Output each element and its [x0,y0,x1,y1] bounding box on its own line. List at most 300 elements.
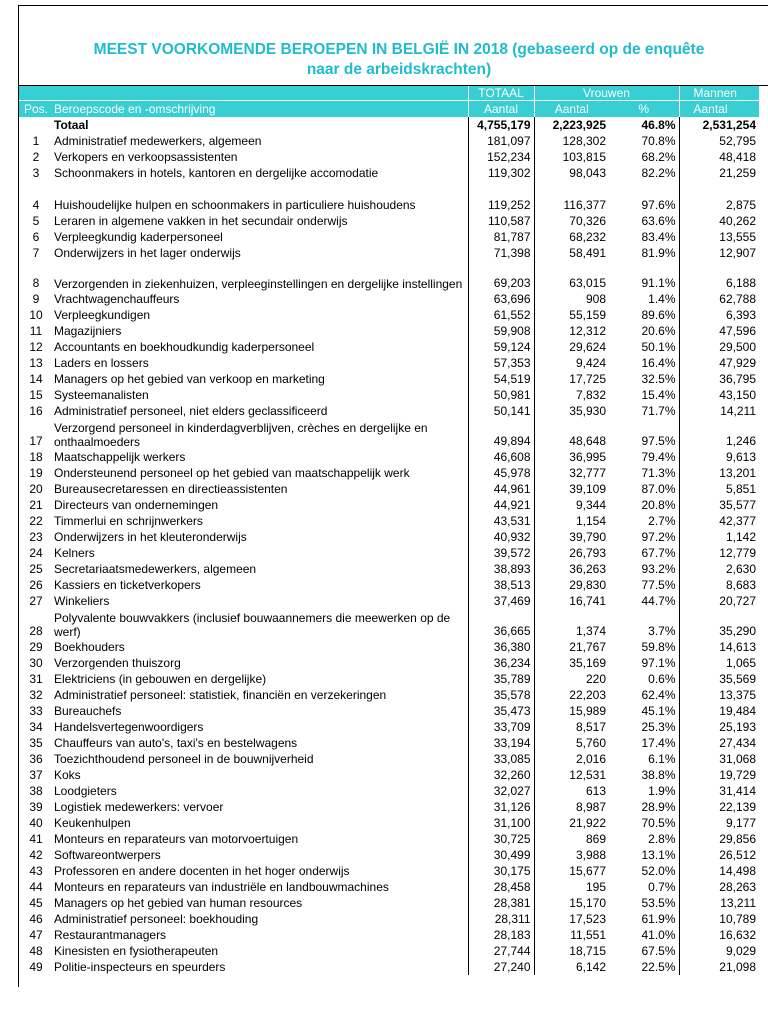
row-vrouwen: 1,374 [534,609,609,639]
row-pos: 27 [29,594,43,608]
row-totaal: 32,260 [468,767,534,783]
row-totaal: 46,608 [468,449,534,465]
row-description: Loodgieters [54,784,117,798]
row-mannen: 52,795 [679,133,759,149]
table-row [19,371,759,387]
table-row [19,245,759,261]
row-pos: 18 [29,450,43,464]
row-pos: 19 [29,466,43,480]
row-totaal: 50,141 [468,403,534,419]
row-totaal: 35,578 [468,687,534,703]
row-pct: 0.7% [648,880,676,894]
row-description: Verpleegkundigen [54,308,151,322]
row-totaal: 28,183 [468,927,534,943]
occupations-table [19,86,759,975]
table-row [19,959,759,975]
row-pct: 15.4% [641,388,676,402]
header-blank [19,86,53,101]
row-description: Secretariaatsmedewerkers, algemeen [54,562,257,576]
row-pos: 41 [29,832,43,846]
row-pos: 28 [29,624,43,638]
row-description: Maatschappelijk werkers [54,450,186,464]
row-vrouwen: 32,777 [534,465,609,481]
table-row [19,655,759,671]
row-mannen: 40,262 [679,213,759,229]
row-description: Toezichthoudend personeel in de bouwnijverheid [54,752,314,766]
row-pos: 6 [32,230,40,244]
row-totaal: 28,381 [468,895,534,911]
row-vrouwen: 39,109 [534,481,609,497]
row-pos: 40 [29,816,43,830]
row-vrouwen: 869 [534,831,609,847]
table-row [19,767,759,783]
row-totaal: 36,234 [468,655,534,671]
row-totaal: 27,240 [468,959,534,975]
row-description: Schoonmakers in hotels, kantoren en dergelijke accomodatie [54,166,379,180]
row-vrouwen: 103,815 [534,149,609,165]
row-description [53,261,468,291]
row-vrouwen: 98,043 [534,165,609,181]
row-pos: 25 [29,562,43,576]
table-row [19,481,759,497]
header-vrouwen: Vrouwen [534,86,679,101]
row-vrouwen: 6,142 [534,959,609,975]
header-row-columns [19,101,759,118]
header-row-groups [19,86,759,101]
row-pct: 22.5% [641,960,676,974]
row-description: Restaurantmanagers [54,928,167,942]
row-mannen: 6,188 [679,261,759,291]
row-pct: 17.4% [641,736,676,750]
row-vrouwen: 5,760 [534,735,609,751]
row-pct: 68.2% [641,150,676,164]
row-pct: 97.5% [641,434,676,448]
row-pct: 41.0% [641,928,676,942]
row-vrouwen: 55,159 [534,307,609,323]
row-totaal: 45,978 [468,465,534,481]
row-description: Winkeliers [54,594,110,608]
row-mannen: 2,630 [679,561,759,577]
row-pos: 42 [29,848,43,862]
row-totaal: 69,203 [468,261,534,291]
row-description: Vrachtwagenchauffeurs [54,292,180,306]
row-vrouwen: 48,648 [534,419,609,449]
row-pct: 59.8% [641,640,676,654]
row-pct: 82.2% [641,166,676,180]
row-totaal: 38,513 [468,577,534,593]
row-vrouwen: 39,790 [534,529,609,545]
row-pct: 81.9% [641,246,676,260]
table-row [19,927,759,943]
row-pos: 44 [29,880,43,894]
table-row [19,497,759,513]
row-pos: 14 [29,372,43,386]
row-pos: 48 [29,944,43,958]
row-description: Verzorgenden thuiszorg [54,656,181,670]
row-mannen: 2,875 [679,181,759,213]
row-mannen: 12,907 [679,245,759,261]
row-pct: 83.4% [641,230,676,244]
row-pos: 31 [29,672,43,686]
row-vrouwen: 3,988 [534,847,609,863]
row-vrouwen: 12,312 [534,323,609,339]
row-pos: 5 [32,214,40,228]
header-aantal-totaal: Aantal [468,101,534,118]
row-mannen: 25,193 [679,719,759,735]
table-row [19,847,759,863]
row-mannen: 13,211 [679,895,759,911]
table-row [19,863,759,879]
row-description [53,419,468,449]
table-row [19,735,759,751]
table-row [19,879,759,895]
row-pct: 61.9% [641,912,676,926]
row-mannen: 31,414 [679,783,759,799]
row-pct: 91.1% [641,276,676,290]
table-row [19,449,759,465]
row-totaal: 61,552 [468,307,534,323]
row-pct: 70.8% [641,134,676,148]
row-mannen: 9,029 [679,943,759,959]
row-totaal: 30,499 [468,847,534,863]
table-row [19,943,759,959]
row-description: Monteurs en reparateurs van industriële en landbouwmachines [54,880,389,894]
row-totaal: 28,311 [468,911,534,927]
table-row [19,261,759,291]
row-totaal: 30,175 [468,863,534,879]
row-vrouwen: 15,170 [534,895,609,911]
row-pct: 13.1% [641,848,676,862]
table-row [19,609,759,639]
row-mannen: 36,795 [679,371,759,387]
row-totaal: 35,473 [468,703,534,719]
table-row [19,671,759,687]
row-description: Keukenhulpen [54,816,131,830]
row-vrouwen: 21,767 [534,639,609,655]
total-pos [19,117,53,133]
row-totaal: 119,302 [468,165,534,181]
row-vrouwen: 17,523 [534,911,609,927]
row-totaal: 59,124 [468,339,534,355]
row-description: Leraren in algemene vakken in het secundair onderwijs [54,214,348,228]
row-pos: 16 [29,404,43,418]
row-vrouwen: 7,832 [534,387,609,403]
row-pos: 47 [29,928,43,942]
row-pos: 34 [29,720,43,734]
row-pct: 25.3% [641,720,676,734]
row-vrouwen: 15,677 [534,863,609,879]
row-pct: 2.8% [648,832,676,846]
row-vrouwen: 36,263 [534,561,609,577]
row-mannen: 47,596 [679,323,759,339]
row-description: Onderwijzers in het kleuteronderwijs [54,530,247,544]
row-pct: 93.2% [641,562,676,576]
row-mannen: 9,177 [679,815,759,831]
table-row [19,291,759,307]
row-mannen: 27,434 [679,735,759,751]
row-vrouwen: 195 [534,879,609,895]
row-pos: 9 [32,292,40,306]
table-row [19,387,759,403]
row-mannen: 26,512 [679,847,759,863]
row-totaal: 152,234 [468,149,534,165]
row-description: Directeurs van ondernemingen [54,498,219,512]
row-pct: 67.7% [641,546,676,560]
table-row [19,465,759,481]
row-description-text: Verzorgenden in ziekenhuizen, verpleeginstellingen en dergelijke instellingen [54,277,463,291]
row-totaal: 63,696 [468,291,534,307]
table-row [19,751,759,767]
row-totaal: 27,744 [468,943,534,959]
row-mannen: 14,498 [679,863,759,879]
total-label: Totaal [54,118,89,132]
row-description: Kinesisten en fysiotherapeuten [54,944,219,958]
row-description: Administratief personeel: boekhouding [54,912,259,926]
row-description: Elektriciens (in gebouwen en dergelijke) [54,672,267,686]
row-mannen: 42,377 [679,513,759,529]
row-vrouwen: 613 [534,783,609,799]
row-description: Administratief personeel, niet elders geclassificeerd [54,404,328,418]
row-mannen: 35,290 [679,609,759,639]
row-pct: 2.7% [648,514,676,528]
row-pos: 43 [29,864,43,878]
row-description: Politie-inspecteurs en speurders [54,960,226,974]
row-pos: 10 [29,308,43,322]
table-row [19,403,759,419]
table-row [19,593,759,609]
row-pos: 17 [29,434,43,448]
row-pos: 13 [29,356,43,370]
row-pos: 46 [29,912,43,926]
table-row [19,339,759,355]
row-mannen: 29,500 [679,339,759,355]
row-totaal: 37,469 [468,593,534,609]
table-row [19,133,759,149]
header-pos: Pos. [19,101,53,118]
row-pct: 38.8% [641,768,676,782]
row-mannen: 62,788 [679,291,759,307]
row-description: Monteurs en reparateurs van motorvoertuigen [54,832,299,846]
row-pct: 20.6% [641,324,676,338]
total-mannen: 2,531,254 [679,117,759,133]
row-pct: 67.5% [641,944,676,958]
row-pos: 36 [29,752,43,766]
row-totaal: 43,531 [468,513,534,529]
row-pos: 22 [29,514,43,528]
row-totaal: 33,194 [468,735,534,751]
row-pct: 32.5% [641,372,676,386]
row-vrouwen: 116,377 [534,181,609,213]
row-mannen: 10,789 [679,911,759,927]
row-mannen: 14,211 [679,403,759,419]
row-mannen: 28,263 [679,879,759,895]
table-row [19,213,759,229]
row-mannen: 1,065 [679,655,759,671]
row-mannen: 35,569 [679,671,759,687]
row-description: Boekhouders [54,640,125,654]
row-description-text: Polyvalente bouwvakkers (inclusief bouwaannemers die meewerken op de werf) [54,611,451,639]
row-pos: 33 [29,704,43,718]
row-totaal: 33,709 [468,719,534,735]
header-blank [53,86,468,101]
header-beroep: Beroepscode en -omschrijving [53,101,468,118]
table-row [19,831,759,847]
row-description: Huishoudelijke hulpen en schoonmakers in particuliere huishoudens [54,198,416,212]
row-pos: 3 [32,166,40,180]
row-mannen: 47,929 [679,355,759,371]
row-vrouwen: 63,015 [534,261,609,291]
row-pos: 4 [32,198,40,212]
row-description: Administratief medewerkers, algemeen [54,134,262,148]
row-description: Laders en lossers [54,356,149,370]
row-totaal: 59,908 [468,323,534,339]
table-row [19,165,759,181]
row-pos: 38 [29,784,43,798]
row-mannen: 48,418 [679,149,759,165]
row-mannen: 13,555 [679,229,759,245]
header-totaal: TOTAAL [468,86,534,101]
row-vrouwen: 21,922 [534,815,609,831]
row-mannen: 12,779 [679,545,759,561]
row-vrouwen: 15,989 [534,703,609,719]
row-pos: 26 [29,578,43,592]
row-description-text: Verzorgend personeel in kinderdagverblijven, crèches en dergelijke en onthaalmoeders [54,421,428,449]
table-row [19,783,759,799]
row-mannen: 43,150 [679,387,759,403]
row-mannen: 21,098 [679,959,759,975]
row-pct: 52.0% [641,864,676,878]
table-row [19,419,759,449]
row-vrouwen: 9,344 [534,497,609,513]
row-vrouwen: 2,016 [534,751,609,767]
row-pct: 62.4% [641,688,676,702]
row-description: Koks [54,768,81,782]
row-description: Onderwijzers in het lager onderwijs [54,246,241,260]
row-pct: 89.6% [641,308,676,322]
row-mannen: 16,632 [679,927,759,943]
table-row [19,911,759,927]
table-row [19,545,759,561]
table-row [19,561,759,577]
row-pos: 1 [32,134,40,148]
row-description: Bureausecretaressen en directieassistenten [54,482,288,496]
row-mannen: 22,139 [679,799,759,815]
row-pos: 49 [29,960,43,974]
row-vrouwen: 11,551 [534,927,609,943]
row-description: Managers op het gebied van human resources [54,896,303,910]
row-description: Accountants en boekhoudkundig kaderpersoneel [54,340,315,354]
row-totaal: 30,725 [468,831,534,847]
row-description: Kelners [54,546,95,560]
row-pos: 21 [29,498,43,512]
row-mannen: 13,375 [679,687,759,703]
row-vrouwen: 8,987 [534,799,609,815]
title-line-1: MEEST VOORKOMENDE BEROEPEN IN BELGIË IN 2018 (gebaseerd op de enquête [93,41,705,58]
row-description: Magazijniers [54,324,122,338]
row-description: Bureauchefs [54,704,122,718]
row-pos: 11 [29,324,43,338]
row-pos: 12 [29,340,43,354]
row-pct: 50.1% [641,340,676,354]
row-mannen: 6,393 [679,307,759,323]
row-description [53,609,468,639]
row-pct: 70.5% [641,816,676,830]
row-description: Ondersteunend personeel op het gebied van maatschappelijk werk [54,466,410,480]
row-mannen: 5,851 [679,481,759,497]
table-row [19,513,759,529]
row-pos: 23 [29,530,43,544]
row-pct: 1.4% [648,292,676,306]
row-description: Chauffeurs van auto's, taxi's en bestelwagens [54,736,298,750]
row-mannen: 29,856 [679,831,759,847]
total-vrouwen: 2,223,925 [534,117,609,133]
row-pct: 45.1% [641,704,676,718]
row-mannen: 13,201 [679,465,759,481]
table-row [19,639,759,655]
row-pos: 24 [29,546,43,560]
row-vrouwen: 1,154 [534,513,609,529]
row-totaal: 35,789 [468,671,534,687]
table-row [19,229,759,245]
table-row [19,577,759,593]
row-pct: 63.6% [641,214,676,228]
row-description: Professoren en andere docenten in het hoger onderwijs [54,864,350,878]
row-vrouwen: 220 [534,671,609,687]
row-description: Managers op het gebied van verkoop en marketing [54,372,325,386]
row-pos: 20 [29,482,43,496]
row-totaal: 44,961 [468,481,534,497]
row-totaal: 110,587 [468,213,534,229]
row-vrouwen: 26,793 [534,545,609,561]
row-totaal: 81,787 [468,229,534,245]
header-aantal-vrouwen: Aantal [534,101,609,118]
table-row [19,323,759,339]
total-row [19,117,759,133]
row-totaal: 71,398 [468,245,534,261]
row-totaal: 38,893 [468,561,534,577]
row-pct: 28.9% [641,800,676,814]
table-row [19,529,759,545]
row-vrouwen: 68,232 [534,229,609,245]
row-pct: 87.0% [641,482,676,496]
table-row [19,149,759,165]
row-vrouwen: 18,715 [534,943,609,959]
row-vrouwen: 12,531 [534,767,609,783]
row-description: Verkopers en verkoopsassistenten [54,150,238,164]
table-row [19,815,759,831]
row-pct: 79.4% [641,450,676,464]
row-mannen: 8,683 [679,577,759,593]
total-totaal: 4,755,179 [468,117,534,133]
table-row [19,687,759,703]
row-pct: 77.5% [641,578,676,592]
row-mannen: 19,729 [679,767,759,783]
row-vrouwen: 58,491 [534,245,609,261]
row-vrouwen: 16,741 [534,593,609,609]
row-pct: 97.1% [641,656,676,670]
row-description: Handelsvertegenwoordigers [54,720,204,734]
row-vrouwen: 9,424 [534,355,609,371]
row-vrouwen: 128,302 [534,133,609,149]
spreadsheet [18,5,768,987]
row-mannen: 19,484 [679,703,759,719]
row-vrouwen: 70,326 [534,213,609,229]
row-pos: 35 [29,736,43,750]
row-pct: 71.3% [641,466,676,480]
total-pct: 46.8% [641,118,676,132]
row-description: Logistiek medewerkers: vervoer [54,800,224,814]
row-vrouwen: 35,930 [534,403,609,419]
